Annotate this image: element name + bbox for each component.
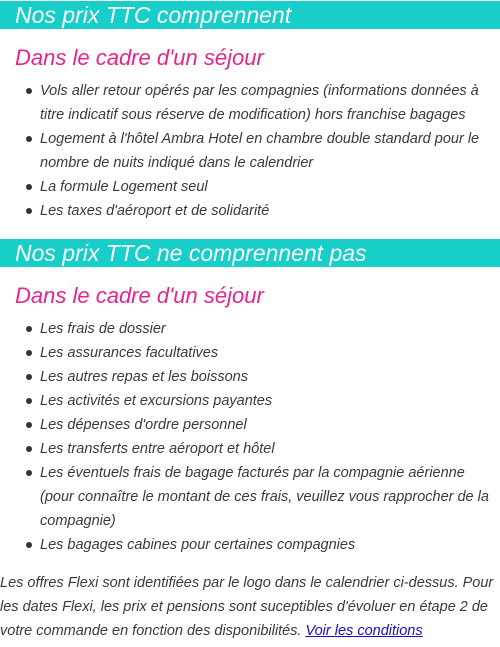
bullet-icon	[26, 208, 32, 214]
list-item: Les dépenses d'ordre personnel	[40, 413, 500, 437]
list-item: Les autres repas et les boissons	[40, 365, 500, 389]
flexi-note	[0, 571, 500, 643]
list-item: Les taxes d'aéroport et de solidarité	[40, 199, 500, 223]
list-item: Vols aller retour opérés par les compagnies (informations données à titre indicatif sous réserve de modification) hors franchise bagages	[40, 79, 500, 127]
bullet-icon	[26, 542, 32, 548]
list-item: Les activités et excursions payantes	[40, 389, 500, 413]
conditions-link[interactable]: Voir les conditions	[305, 623, 423, 639]
bullet-icon	[26, 446, 32, 452]
bullet-icon	[26, 422, 32, 428]
list-item: Logement à l'hôtel Ambra Hotel en chambre double standard pour le nombre de nuits indiqué dans le calendrier	[40, 127, 500, 175]
included-section	[0, 1, 500, 223]
included-list	[0, 79, 500, 223]
flexi-note-text: Les offres Flexi sont identifiées par le logo dans le calendrier ci-dessus. Pour les dates Flexi, les prix et pensions sont suceptibles d'évoluer en étape 2 de votre commande en fonction des disponibilités.	[0, 575, 494, 639]
list-item: Les transferts entre aéroport et hôtel	[40, 437, 500, 461]
excluded-title: Nos prix TTC ne comprennent pas	[0, 239, 500, 267]
bullet-icon	[26, 136, 32, 142]
list-item: Les assurances facultatives	[40, 341, 500, 365]
bullet-icon	[26, 326, 32, 332]
excluded-section	[0, 239, 500, 557]
bullet-icon	[26, 374, 32, 380]
bullet-icon	[26, 470, 32, 476]
excluded-list	[0, 317, 500, 557]
bullet-icon	[26, 88, 32, 94]
excluded-subtitle: Dans le cadre d'un séjour	[15, 283, 264, 308]
bullet-icon	[26, 350, 32, 356]
included-subtitle: Dans le cadre d'un séjour	[15, 45, 264, 70]
list-item: Les bagages cabines pour certaines compagnies	[40, 533, 500, 557]
bullet-icon	[26, 398, 32, 404]
list-item: Les frais de dossier	[40, 317, 500, 341]
bullet-icon	[26, 184, 32, 190]
included-title: Nos prix TTC comprennent	[0, 1, 500, 29]
list-item: La formule Logement seul	[40, 175, 500, 199]
list-item: Les éventuels frais de bagage facturés par la compagnie aérienne (pour connaître le montant de ces frais, veuillez vous rapprocher de la compagnie)	[40, 461, 500, 533]
